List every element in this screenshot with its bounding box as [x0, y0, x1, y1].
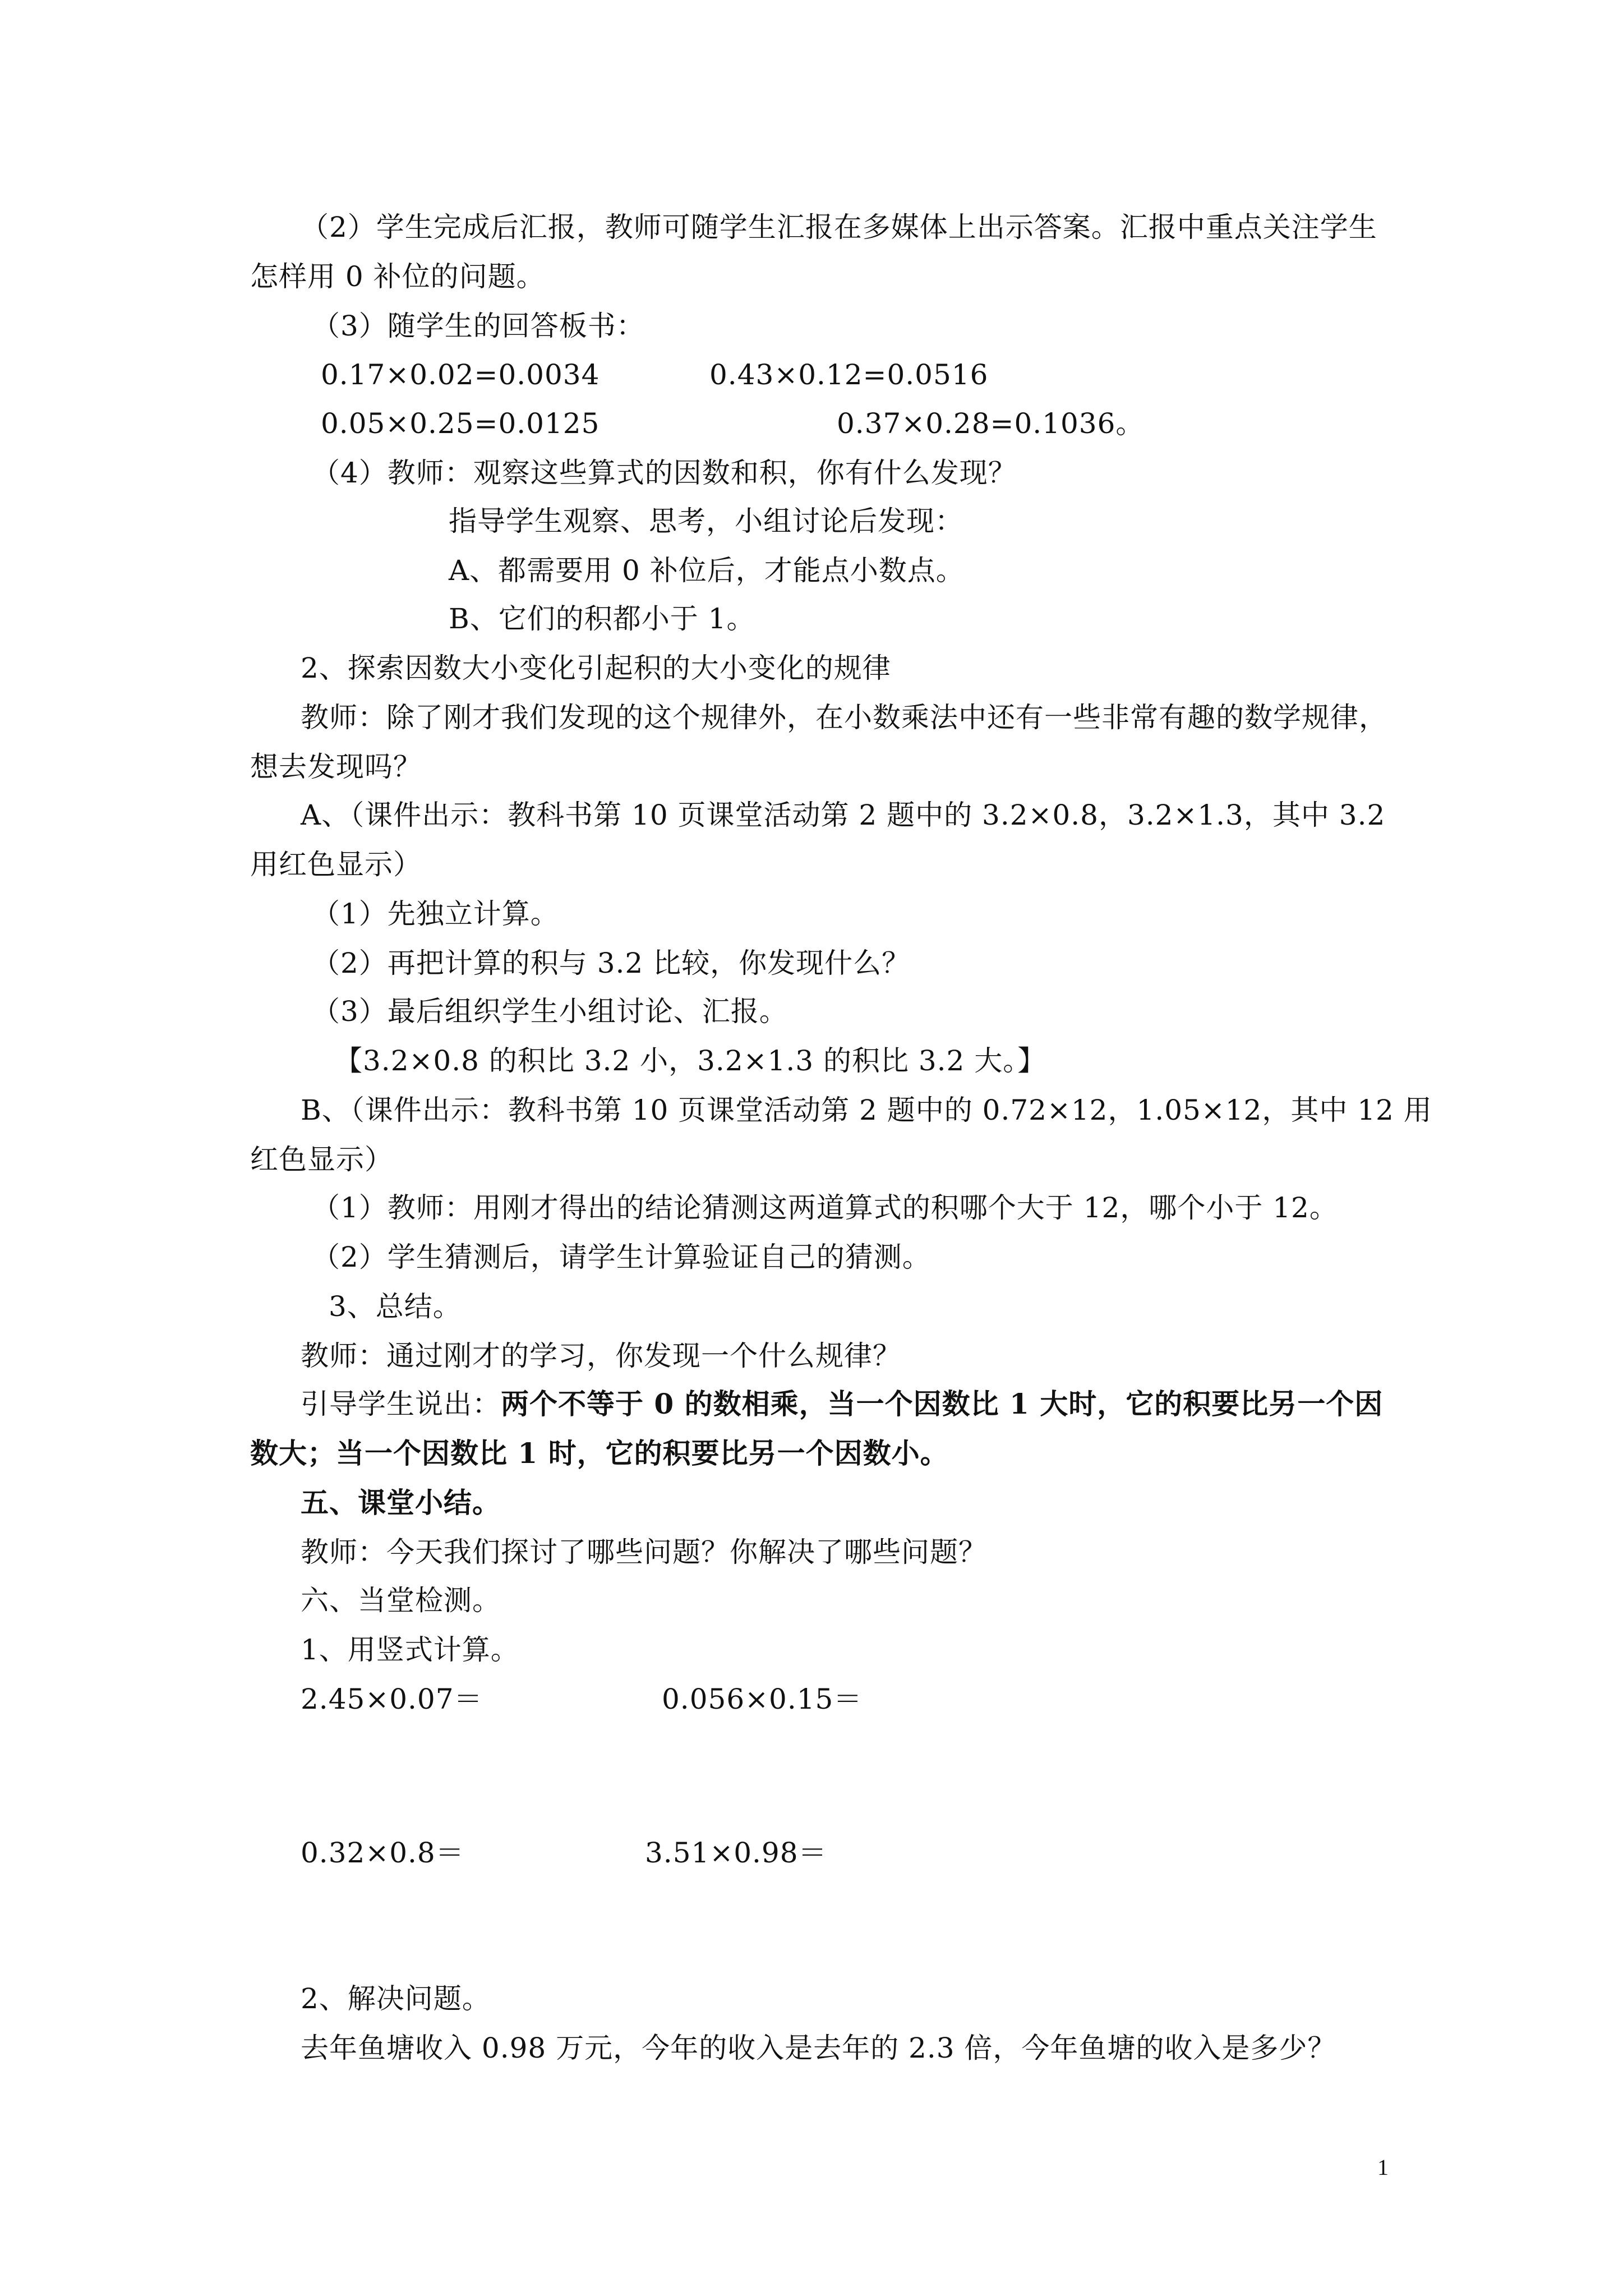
text-line: （2）学生完成后汇报，教师可随学生汇报在多媒体上出示答案。汇报中重点关注学生 — [301, 211, 1377, 243]
text-line: （1）教师：用刚才得出的结论猜测这两道算式的积哪个大于 12，哪个小于 12。 — [312, 1191, 1338, 1224]
text-line: 指导学生观察、思考，小组讨论后发现： — [449, 505, 963, 537]
section-heading: 3、总结。 — [329, 1290, 462, 1323]
text-line: （2）学生猜测后，请学生计算验证自己的猜测。 — [312, 1241, 931, 1273]
formula: 0.05×0.25=0.0125 — [321, 407, 600, 440]
section-heading: 六、当堂检测。 — [301, 1584, 501, 1617]
text-line: 2、解决问题。 — [301, 1982, 491, 2015]
text-line: 红色显示） — [250, 1143, 393, 1176]
text-line: （3）最后组织学生小组讨论、汇报。 — [312, 995, 788, 1028]
text-line: （1）先独立计算。 — [312, 898, 559, 930]
text-line: 教师：除了刚才我们发现的这个规律外，在小数乘法中还有一些非常有趣的数学规律， — [301, 701, 1387, 734]
text-line: B、它们的积都小于 1。 — [449, 602, 755, 635]
text-line: 【3.2×0.8 的积比 3.2 小，3.2×1.3 的积比 3.2 大。】 — [334, 1045, 1046, 1077]
lead-text: 引导学生说出： — [301, 1388, 501, 1420]
section-heading: 2、探索因数大小变化引起积的大小变化的规律 — [301, 652, 891, 684]
text-line: A、（课件出示：教科书第 10 页课堂活动第 2 题中的 3.2×0.8，3.2×1.3，其中 3.2 — [301, 799, 1386, 831]
text-line: 去年鱼塘收入 0.98 万元，今年的收入是去年的 2.3 倍，今年鱼塘的收入是多少？ — [301, 2032, 1336, 2064]
formula: 0.37×0.28=0.1036。 — [837, 407, 1145, 440]
text-line: 用红色显示） — [250, 848, 422, 881]
text-line: A、都需要用 0 补位后，才能点小数点。 — [449, 554, 965, 587]
text-line — [301, 1386, 1383, 1423]
text-line: （4）教师：观察这些算式的因数和积，你有什么发现？ — [312, 457, 1017, 489]
bold-conclusion: 数大；当一个因数比 1 时，它的积要比另一个因数小。 — [250, 1437, 949, 1470]
page-number: 1 — [1377, 2155, 1389, 2180]
formula: 0.17×0.02=0.0034 — [321, 358, 600, 391]
exercise: 2.45×0.07＝ — [301, 1683, 483, 1715]
text-line: 教师：今天我们探讨了哪些问题？你解决了哪些问题？ — [301, 1536, 987, 1568]
text-line: （3）随学生的回答板书： — [312, 310, 645, 342]
formula: 0.43×0.12=0.0516 — [709, 358, 989, 391]
exercise: 3.51×0.98＝ — [645, 1837, 827, 1869]
section-heading: 五、课堂小结。 — [301, 1486, 501, 1519]
text-line: B、（课件出示：教科书第 10 页课堂活动第 2 题中的 0.72×12，1.05×12，其中 12 用 — [301, 1094, 1432, 1126]
text-line: （2）再把计算的积与 3.2 比较，你发现什么？ — [312, 947, 911, 979]
text-line: 教师：通过刚才的学习，你发现一个什么规律？ — [301, 1340, 901, 1372]
exercise: 0.32×0.8＝ — [301, 1837, 464, 1869]
text-line: 想去发现吗？ — [250, 751, 422, 783]
text-line: 1、用竖式计算。 — [301, 1634, 519, 1666]
text-line: 怎样用 0 补位的问题。 — [250, 260, 545, 293]
exercise: 0.056×0.15＝ — [662, 1683, 863, 1715]
bold-conclusion: 两个不等于 0 的数相乘，当一个因数比 1 大时，它的积要比另一个因 — [501, 1387, 1384, 1420]
